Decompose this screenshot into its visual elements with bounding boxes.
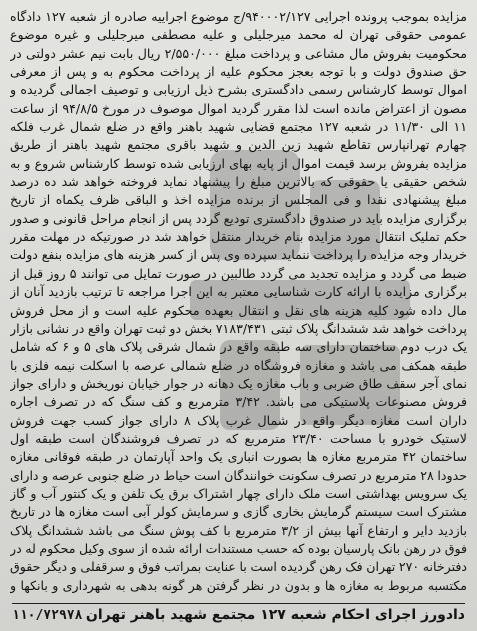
- notice-reference-code: ۱۱۰/۷۲۹۷۸: [12, 608, 83, 623]
- notice-footer: [12, 603, 465, 623]
- issuer-signature: دادورز اجرای احکام شعبه ۱۲۷ مجتمع شهید باهنر تهران: [85, 607, 465, 623]
- notice-body-text: مزایده بموجب پرونده اجرایی ۹۴۰۰۰۲/۱۲۷/ج موضوع اجراییه صادره از شعبه ۱۲۷ دادگاه عمومی حقوقی تهران له محمد میرجلیلی و علیه مصطفی میرجلیلی و غیره موضوع محکومیت بفروش مال مشاعی و پرداخت مبلغ ۲/۵۵۰/۰۰۰ ریال بابت نیم عشر دولتی در حق صندوق دولت و با توجه بعجز محکوم علیه از پرداخت محکوم به و پس از معرفی اموال توسط کارشناس رسمی دادگستری بشرح ذیل ارزیابی و توصیف اجمالی گردیده و مصون از اعتراض مانده است لذا مقرر گردید اموال موصوف در مورخ ۹۴/۸/۵ از ساعت ۱۱ الی ۱۱/۳۰ در شعبه ۱۲۷ مجتمع قضایی شهید باهنر واقع در ضلع شمال غرب فلکه چهارم تهرانپارس تقاطع شهید زین الدین و شهید باقری مجتمع شهید باهنر از طریق مزایده بفروش برسد قیمت اموال از پایه بهای ارزیابی شده توسط کارشناس شروع و به شخص حقیقی یا حقوقی که بالاترین مبلغ را پیشنهاد نماید فروخته خواهد شد ده درصد مبلغ پیشنهادی نقدا و فی المجلس از برنده مزایده اخذ و الباقی ظرف یکماه از تاریخ برگزاری مزایده باید در صندوق دادگستری تودیع گردد پس از انجام مراحل قانونی و صدور حکم تملیک انتقال مورد مزایده بنام خریدار منتقل خواهد شد در صورتیکه در مهلت مقرر خریدار وجه مزایده را پرداخت ننماید سپرده وی پس از کسر هزینه های مزایده بنفع دولت ضبط می گردد و مزایده تجدید می گردد طالبین در صورت تمایل می توانند ۵ روز قبل از برگزاری مزایده با ارائه کارت شناسایی معتبر به این اجرا مراجعه تا ترتیب بازدید آنان از مال داده شود کلیه هزینه های نقل و انتقال بعهده محکوم علیه است و از محل فروش پرداخت خواهد شد ششدانگ پلاک ثبتی ۷۱۸۳/۴۳۱ بخش دو ثبت تهران واقع در نشانی بازار یک درب دوم ساختمان دارای سه طبقه واقع در شمال شرقی پلاک های ۵ و ۶ که شامل طبقه همکف می باشد و مغازه فروشگاه در ضلع شمالی عرصه با اسکلت نیمه فلزی با نمای آجر سقف طاق ضربی و باب مغازه یک دهانه در جوار خیابان نوریخش و دارای جواز فروش مصنوعات پلاستیکی می باشد. ۳/۴۲ مترمربع و کف سنگ که در تصرف اجاره داران است مغازه دیگر واقع در شمال غرب پلاک ۸ دارای جواز کسب جهت فروش لاستیک خودرو با مساحت ۲۳/۴۰ مترمربع که در تصرف فروشندگان است طبقه اول ساختمان ۴۲ مترمربع مغازه ها بصورت انباری یک واحد آپارتمان در طبقه فوقانی مغازه حدودا ۲۸ مترمربع در تصرف سکونت خوانندگان است حیاط در ضلع جنوبی عرصه و دارای یک سرویس بهداشتی است ملک دارای چهار اشتراک برق یک تلفن و یک کنتور آب و گاز مشترک است سیستم گرمایش بخاری گازی و سرمایش کولر آبی است مغازه ها در تاریخ بازدید دایر و ارتفاع آنها بیش از ۳/۲ مترمربع با کف پوش سنگ می باشد ششدانگ پلاک فوق در رهن بانک پارسیان بوده که حسب مستندات ارائه شده از سوی وکیل محکوم له در دفترخانه ۲۷۰ تهران فک رهن گردیده است با عنایت بمراتب فوق و سرقفلی و دیگر حقوق مکتسبه مربوط به مغازه ها و بدون در نظر گرفتن هر گونه بدهی به شهرداری و بانکها و: [10, 9, 467, 593]
